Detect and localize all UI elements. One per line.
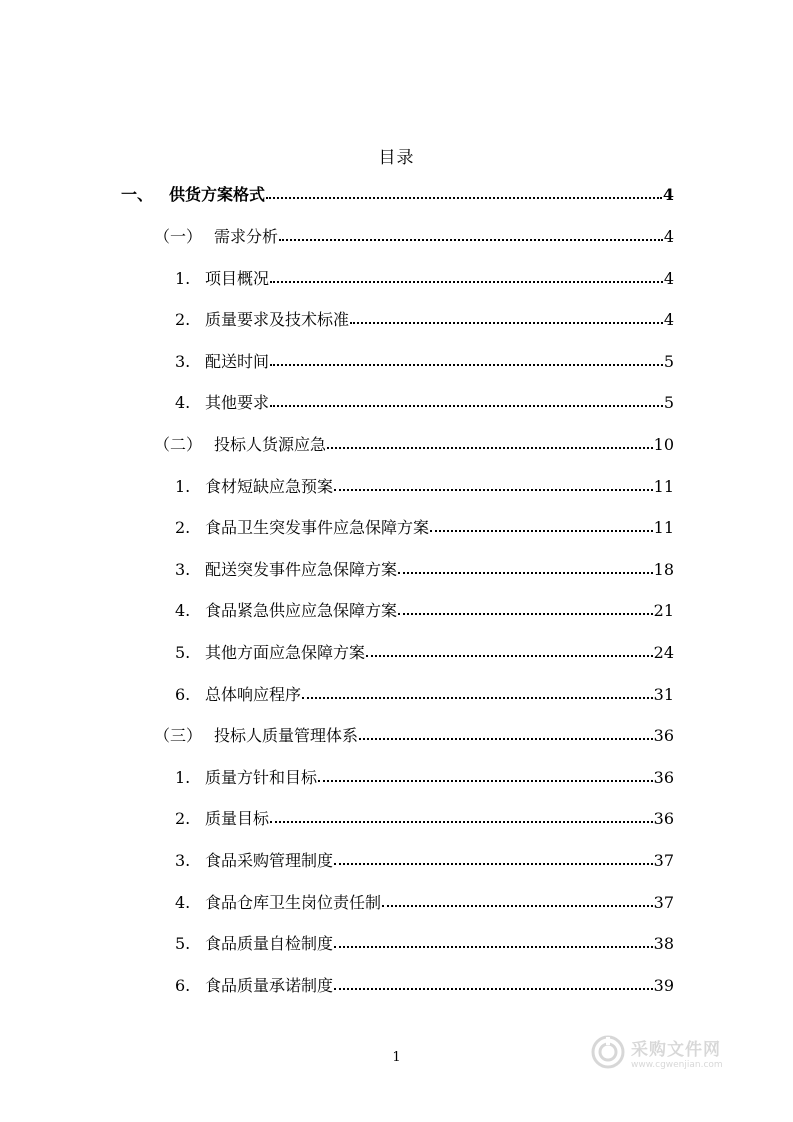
dot-leader xyxy=(430,516,653,532)
toc-entry-page: 11 xyxy=(653,518,674,537)
toc-entry-page: 4 xyxy=(663,227,674,246)
toc-entry-label: 其他要求 xyxy=(205,393,270,412)
toc-entry-number: 2. xyxy=(175,310,191,329)
toc-entry-level3[interactable] xyxy=(175,849,674,873)
toc-entry-number: 1. xyxy=(175,477,191,496)
toc-entry-number: 3. xyxy=(175,560,191,579)
toc-entry-page: 24 xyxy=(653,643,674,662)
toc-entry-label: 总体响应程序 xyxy=(205,685,302,704)
toc-entry-level3[interactable] xyxy=(175,475,674,499)
toc-entry-page: 10 xyxy=(653,435,674,454)
toc-entry-number: 4. xyxy=(175,601,191,620)
toc-entry-level2[interactable] xyxy=(154,433,674,457)
dot-leader xyxy=(382,891,653,907)
toc-entry-page: 18 xyxy=(653,560,674,579)
dot-leader xyxy=(327,433,653,449)
toc-entry-page: 4 xyxy=(663,310,674,329)
toc-entry-label: 需求分析 xyxy=(214,227,279,246)
toc-title: 目录 xyxy=(378,148,415,168)
toc-entry-level3[interactable] xyxy=(175,391,674,415)
toc-entry-page: 37 xyxy=(653,851,674,870)
watermark-logo-icon xyxy=(591,1035,625,1069)
toc-entry-level3[interactable] xyxy=(175,974,674,998)
toc-entry-level3[interactable] xyxy=(175,891,674,915)
toc-entry-page: 31 xyxy=(653,685,674,704)
toc-entry-number: 6. xyxy=(175,685,191,704)
toc-entry-level3[interactable] xyxy=(175,516,674,540)
dot-leader xyxy=(334,974,653,990)
toc-entry-level3[interactable] xyxy=(175,350,674,374)
toc-entry-level3[interactable] xyxy=(175,683,674,707)
toc-entry-number: （三） xyxy=(154,726,203,745)
toc-entry-number: 2. xyxy=(175,518,191,537)
toc-entry-page: 4 xyxy=(662,185,674,204)
toc-entry-label: 食品仓库卫生岗位责任制 xyxy=(205,893,382,912)
toc-entry-number: 2. xyxy=(175,809,191,828)
toc-entry-number: 一、 xyxy=(121,185,154,204)
dot-leader xyxy=(266,183,662,199)
toc-entry-number: 4. xyxy=(175,393,191,412)
toc-entry-level3[interactable] xyxy=(175,558,674,582)
dot-leader xyxy=(334,932,653,948)
dot-leader xyxy=(279,225,663,241)
toc-entry-page: 21 xyxy=(653,601,674,620)
toc-entry-number: 5. xyxy=(175,643,191,662)
toc-entry-label: 供货方案格式 xyxy=(169,185,266,204)
toc-entry-label: 投标人质量管理体系 xyxy=(214,726,359,745)
dot-leader xyxy=(270,350,663,366)
toc-entry-label: 其他方面应急保障方案 xyxy=(205,643,366,662)
dot-leader xyxy=(270,267,663,283)
toc-entry-number: 1. xyxy=(175,269,191,288)
toc-entry-number: 1. xyxy=(175,768,191,787)
toc-entry-number: 3. xyxy=(175,851,191,870)
toc-entry-label: 质量目标 xyxy=(205,809,270,828)
toc-entry-page: 4 xyxy=(663,269,674,288)
toc-entry-level3[interactable] xyxy=(175,807,674,831)
toc-entry-page: 5 xyxy=(663,352,674,371)
dot-leader xyxy=(270,391,663,407)
toc-entry-label: 配送时间 xyxy=(205,352,270,371)
toc-entry-page: 36 xyxy=(653,768,674,787)
dot-leader xyxy=(334,475,653,491)
dot-leader xyxy=(270,807,653,823)
toc-entry-number: （二） xyxy=(154,435,203,454)
toc-entry-label: 质量要求及技术标准 xyxy=(205,310,350,329)
toc-entry-level3[interactable] xyxy=(175,267,674,291)
toc-entry-level3[interactable] xyxy=(175,308,674,332)
dot-leader xyxy=(398,599,653,615)
toc-entry-page: 36 xyxy=(653,726,674,745)
watermark-title: 采购文件网 xyxy=(631,1039,721,1060)
toc-entry-label: 食材短缺应急预案 xyxy=(205,477,334,496)
dot-leader xyxy=(334,849,653,865)
toc-entry-label: 食品紧急供应应急保障方案 xyxy=(205,601,398,620)
toc-entry-level3[interactable] xyxy=(175,766,674,790)
toc-entry-level3[interactable] xyxy=(175,932,674,956)
toc-entry-label: 项目概况 xyxy=(205,269,270,288)
toc-entry-number: 6. xyxy=(175,976,191,995)
toc-entry-number: 3. xyxy=(175,352,191,371)
toc-entry-level3[interactable] xyxy=(175,641,674,665)
toc-entry-label: 投标人货源应急 xyxy=(214,435,327,454)
toc-entry-label: 食品质量承诺制度 xyxy=(205,976,334,995)
toc-entry-page: 37 xyxy=(653,893,674,912)
dot-leader xyxy=(398,558,653,574)
watermark xyxy=(591,1030,751,1074)
toc-entry-page: 36 xyxy=(653,809,674,828)
toc-entry-level1[interactable] xyxy=(121,183,674,207)
toc-entry-label: 食品质量自检制度 xyxy=(205,934,334,953)
toc-entry-level2[interactable] xyxy=(154,225,674,249)
toc-entry-page: 38 xyxy=(653,934,674,953)
toc-entry-level2[interactable] xyxy=(154,724,674,748)
dot-leader xyxy=(359,724,653,740)
toc-entry-page: 5 xyxy=(663,393,674,412)
toc-entry-label: 食品采购管理制度 xyxy=(205,851,334,870)
toc-entry-label: 食品卫生突发事件应急保障方案 xyxy=(205,518,430,537)
dot-leader xyxy=(366,641,653,657)
toc-entry-number: 4. xyxy=(175,893,191,912)
toc-entry-page: 11 xyxy=(653,477,674,496)
toc-entry-level3[interactable] xyxy=(175,599,674,623)
dot-leader xyxy=(350,308,663,324)
dot-leader xyxy=(302,683,653,699)
toc-entry-page: 39 xyxy=(653,976,674,995)
toc-entry-number: 5. xyxy=(175,934,191,953)
toc-entry-number: （一） xyxy=(154,227,203,246)
watermark-url: www.cgwenjian.com xyxy=(631,1059,723,1070)
page-number: 1 xyxy=(392,1050,401,1065)
toc-entry-label: 配送突发事件应急保障方案 xyxy=(205,560,398,579)
dot-leader xyxy=(318,766,653,782)
toc-entry-label: 质量方针和目标 xyxy=(205,768,318,787)
